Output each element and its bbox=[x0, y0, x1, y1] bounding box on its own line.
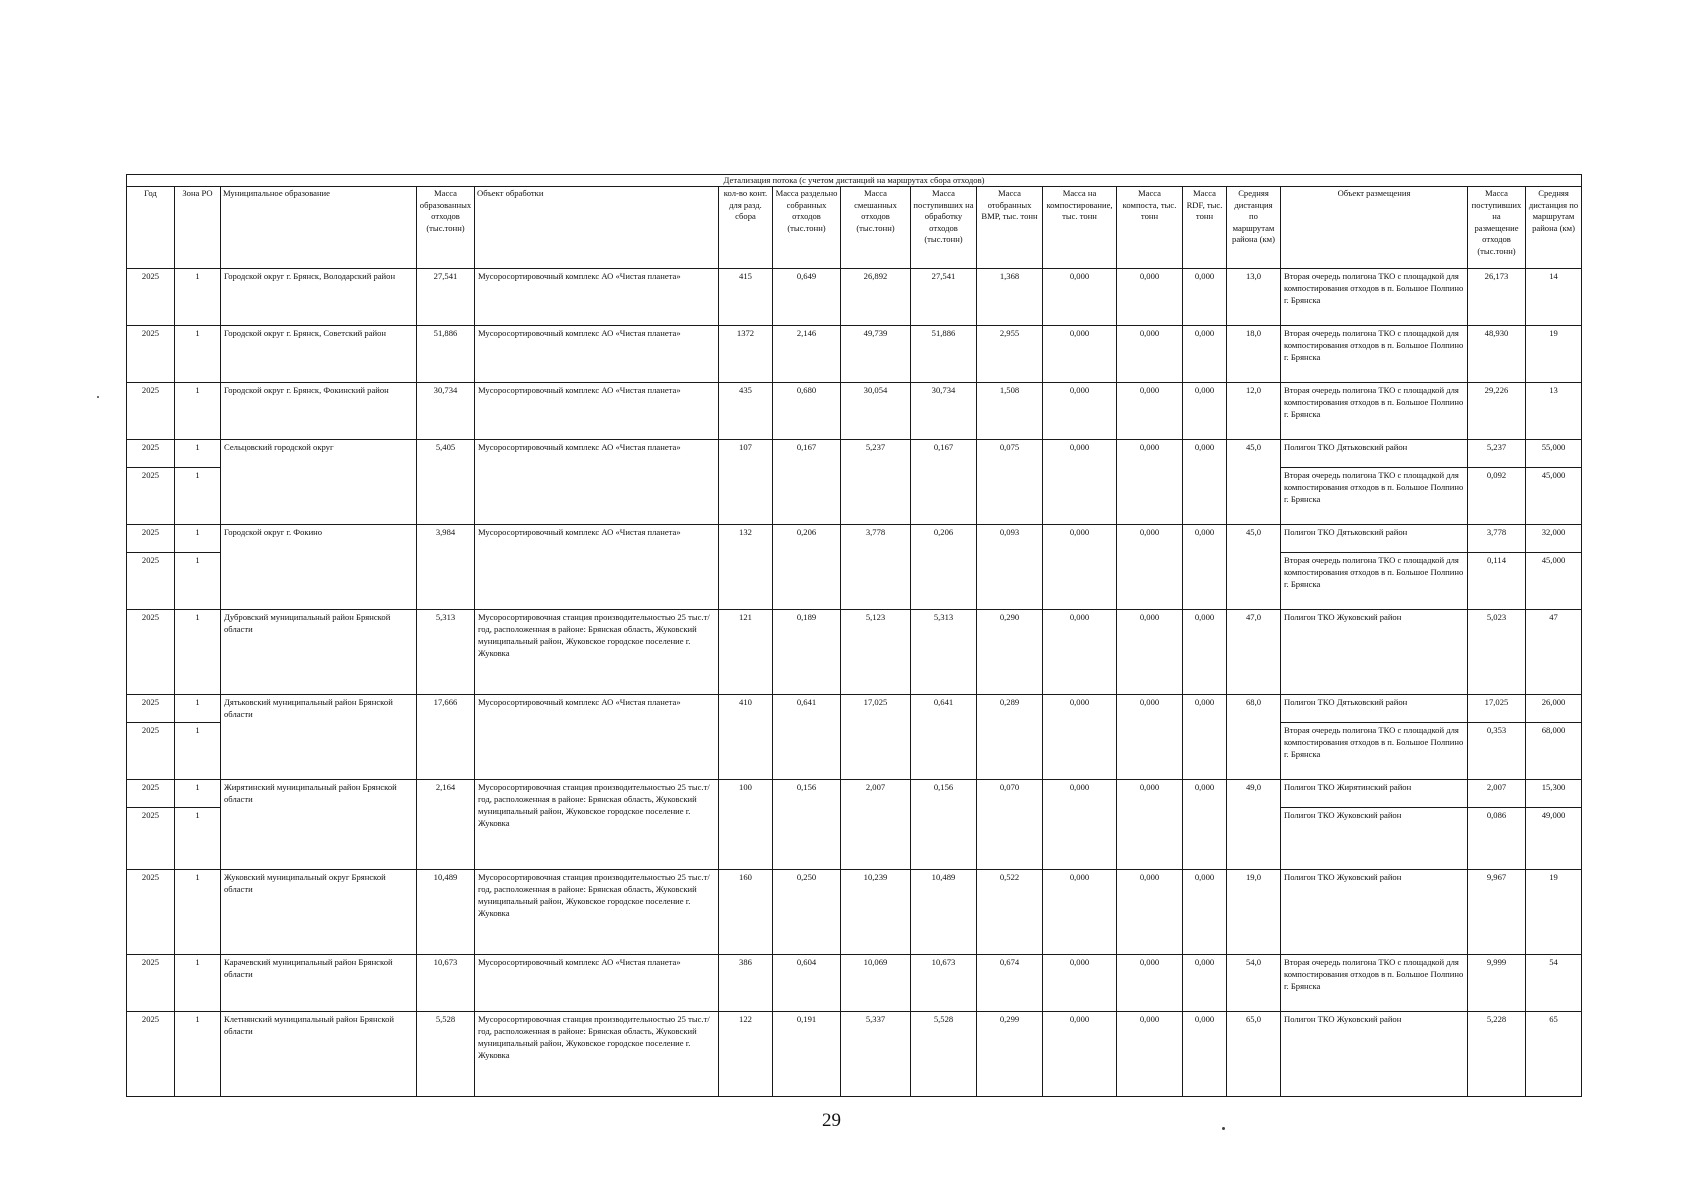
cell-year: 2025 bbox=[127, 269, 175, 326]
cell-placement-object: Вторая очередь полигона ТКО с площадкой для компостирования отходов в п. Большое Полпино г. Брянска bbox=[1281, 383, 1468, 440]
cell-avg-distance: 54,0 bbox=[1227, 955, 1281, 1012]
cell-year: 2025 bbox=[127, 440, 175, 468]
cell-zone: 1 bbox=[175, 955, 221, 1012]
cell-zone: 1 bbox=[175, 326, 221, 383]
waste-flow-table bbox=[126, 174, 1582, 1097]
cell-mass-separate: 0,191 bbox=[773, 1012, 841, 1097]
header-mass-compost: Масса компоста, тыс. тонн bbox=[1117, 187, 1183, 269]
cell-zone: 1 bbox=[175, 269, 221, 326]
cell-mass-vmr: 1,368 bbox=[977, 269, 1043, 326]
cell-avg-distance-placement: 47 bbox=[1526, 610, 1582, 695]
cell-avg-distance-placement: 68,000 bbox=[1526, 723, 1582, 780]
table-row bbox=[127, 870, 1582, 955]
cell-containers: 107 bbox=[719, 440, 773, 525]
cell-mass-placed: 0,086 bbox=[1468, 808, 1526, 870]
cell-mass-vmr: 1,508 bbox=[977, 383, 1043, 440]
cell-year: 2025 bbox=[127, 780, 175, 808]
table-row bbox=[127, 1012, 1582, 1097]
header-mass-separate: Масса раздельно собранных отходов (тыс.тонн) bbox=[773, 187, 841, 269]
cell-mass-mixed: 10,069 bbox=[841, 955, 911, 1012]
cell-avg-distance-placement: 65 bbox=[1526, 1012, 1582, 1097]
cell-processing-object: Мусоросортировочный комплекс АО «Чистая планета» bbox=[475, 695, 719, 780]
cell-mass-generated: 5,313 bbox=[417, 610, 475, 695]
cell-containers: 132 bbox=[719, 525, 773, 610]
cell-municipality: Карачевский муниципальный район Брянской области bbox=[221, 955, 417, 1012]
cell-mass-compost: 0,000 bbox=[1117, 1012, 1183, 1097]
cell-placement-object: Полигон ТКО Дятьковский район bbox=[1281, 695, 1468, 723]
cell-processing-object: Мусоросортировочный комплекс АО «Чистая планета» bbox=[475, 269, 719, 326]
cell-mass-to-compost: 0,000 bbox=[1043, 440, 1117, 525]
cell-mass-rdf: 0,000 bbox=[1183, 780, 1227, 870]
cell-mass-separate: 0,156 bbox=[773, 780, 841, 870]
cell-placement-object: Вторая очередь полигона ТКО с площадкой для компостирования отходов в п. Большое Полпино г. Брянска bbox=[1281, 723, 1468, 780]
cell-mass-to-compost: 0,000 bbox=[1043, 955, 1117, 1012]
cell-zone: 1 bbox=[175, 468, 221, 525]
cell-mass-compost: 0,000 bbox=[1117, 870, 1183, 955]
cell-mass-generated: 17,666 bbox=[417, 695, 475, 780]
cell-mass-processed: 0,167 bbox=[911, 440, 977, 525]
cell-zone: 1 bbox=[175, 383, 221, 440]
cell-zone: 1 bbox=[175, 870, 221, 955]
cell-mass-generated: 10,673 bbox=[417, 955, 475, 1012]
cell-mass-compost: 0,000 bbox=[1117, 383, 1183, 440]
cell-year: 2025 bbox=[127, 723, 175, 780]
cell-avg-distance: 65,0 bbox=[1227, 1012, 1281, 1097]
cell-mass-rdf: 0,000 bbox=[1183, 383, 1227, 440]
cell-mass-to-compost: 0,000 bbox=[1043, 269, 1117, 326]
cell-mass-to-compost: 0,000 bbox=[1043, 525, 1117, 610]
cell-processing-object: Мусоросортировочная станция производительностью 25 тыс.т/год, расположенная в районе: Брянская область, Жуковский муниципальный район, Жуковское городское поселение г. Жуковка bbox=[475, 610, 719, 695]
cell-avg-distance-placement: 49,000 bbox=[1526, 808, 1582, 870]
cell-avg-distance-placement: 26,000 bbox=[1526, 695, 1582, 723]
cell-placement-object: Вторая очередь полигона ТКО с площадкой для компостирования отходов в п. Большое Полпино г. Брянска bbox=[1281, 553, 1468, 610]
cell-containers: 100 bbox=[719, 780, 773, 870]
cell-mass-rdf: 0,000 bbox=[1183, 525, 1227, 610]
cell-mass-to-compost: 0,000 bbox=[1043, 610, 1117, 695]
table-title: Детализация потока (с учетом дистанций на маршрутах сбора отходов) bbox=[127, 175, 1582, 187]
cell-avg-distance-placement: 13 bbox=[1526, 383, 1582, 440]
cell-year: 2025 bbox=[127, 383, 175, 440]
cell-mass-vmr: 0,093 bbox=[977, 525, 1043, 610]
cell-mass-placed: 5,023 bbox=[1468, 610, 1526, 695]
cell-municipality: Городской округ г. Брянск, Фокинский район bbox=[221, 383, 417, 440]
cell-mass-vmr: 0,522 bbox=[977, 870, 1043, 955]
cell-mass-processed: 5,313 bbox=[911, 610, 977, 695]
cell-containers: 121 bbox=[719, 610, 773, 695]
cell-mass-processed: 0,156 bbox=[911, 780, 977, 870]
cell-year: 2025 bbox=[127, 695, 175, 723]
cell-mass-processed: 5,528 bbox=[911, 1012, 977, 1097]
cell-placement-object: Вторая очередь полигона ТКО с площадкой для компостирования отходов в п. Большое Полпино г. Брянска bbox=[1281, 955, 1468, 1012]
cell-avg-distance: 45,0 bbox=[1227, 440, 1281, 525]
cell-processing-object: Мусоросортировочная станция производительностью 25 тыс.т/год, расположенная в районе: Брянская область, Жуковский муниципальный район, Жуковское городское поселение г. Жуковка bbox=[475, 870, 719, 955]
cell-mass-generated: 3,984 bbox=[417, 525, 475, 610]
cell-mass-placed: 0,092 bbox=[1468, 468, 1526, 525]
cell-mass-vmr: 0,674 bbox=[977, 955, 1043, 1012]
cell-mass-processed: 10,673 bbox=[911, 955, 977, 1012]
cell-mass-placed: 48,930 bbox=[1468, 326, 1526, 383]
cell-mass-processed: 51,886 bbox=[911, 326, 977, 383]
cell-avg-distance: 45,0 bbox=[1227, 525, 1281, 610]
cell-mass-placed: 29,226 bbox=[1468, 383, 1526, 440]
cell-municipality: Дубровский муниципальный район Брянской области bbox=[221, 610, 417, 695]
scan-speck bbox=[1222, 1127, 1225, 1130]
cell-mass-mixed: 2,007 bbox=[841, 780, 911, 870]
cell-containers: 160 bbox=[719, 870, 773, 955]
cell-mass-generated: 51,886 bbox=[417, 326, 475, 383]
header-processing-object: Объект обработки bbox=[475, 187, 719, 269]
cell-municipality: Сельцовский городской округ bbox=[221, 440, 417, 525]
cell-zone: 1 bbox=[175, 695, 221, 723]
header-mass-processed: Масса поступивших на обработку отходов (тыс.тонн) bbox=[911, 187, 977, 269]
cell-mass-to-compost: 0,000 bbox=[1043, 870, 1117, 955]
cell-mass-to-compost: 0,000 bbox=[1043, 383, 1117, 440]
cell-mass-rdf: 0,000 bbox=[1183, 955, 1227, 1012]
cell-placement-object: Полигон ТКО Дятьковский район bbox=[1281, 440, 1468, 468]
table-row bbox=[127, 525, 1582, 553]
cell-mass-rdf: 0,000 bbox=[1183, 269, 1227, 326]
cell-zone: 1 bbox=[175, 808, 221, 870]
cell-mass-mixed: 5,237 bbox=[841, 440, 911, 525]
cell-mass-mixed: 10,239 bbox=[841, 870, 911, 955]
cell-year: 2025 bbox=[127, 808, 175, 870]
cell-mass-processed: 0,641 bbox=[911, 695, 977, 780]
cell-avg-distance-placement: 45,000 bbox=[1526, 468, 1582, 525]
cell-avg-distance-placement: 55,000 bbox=[1526, 440, 1582, 468]
cell-mass-separate: 0,641 bbox=[773, 695, 841, 780]
cell-mass-vmr: 2,955 bbox=[977, 326, 1043, 383]
header-avg-distance: Средняя дистанция по маршрутам района (км) bbox=[1227, 187, 1281, 269]
cell-mass-separate: 0,680 bbox=[773, 383, 841, 440]
cell-mass-separate: 2,146 bbox=[773, 326, 841, 383]
cell-containers: 435 bbox=[719, 383, 773, 440]
cell-zone: 1 bbox=[175, 780, 221, 808]
cell-mass-generated: 5,528 bbox=[417, 1012, 475, 1097]
header-row bbox=[127, 187, 1582, 269]
header-mass-rdf: Масса RDF, тыс. тонн bbox=[1183, 187, 1227, 269]
cell-avg-distance: 12,0 bbox=[1227, 383, 1281, 440]
header-mass-vmr: Масса отобранных ВМР, тыс. тонн bbox=[977, 187, 1043, 269]
header-placement-object: Объект размещения bbox=[1281, 187, 1468, 269]
table-row bbox=[127, 383, 1582, 440]
header-mass-to-compost: Масса на компостирование, тыс. тонн bbox=[1043, 187, 1117, 269]
cell-avg-distance: 47,0 bbox=[1227, 610, 1281, 695]
table-row bbox=[127, 955, 1582, 1012]
cell-year: 2025 bbox=[127, 468, 175, 525]
cell-mass-vmr: 0,299 bbox=[977, 1012, 1043, 1097]
cell-mass-separate: 0,167 bbox=[773, 440, 841, 525]
cell-mass-mixed: 5,337 bbox=[841, 1012, 911, 1097]
cell-municipality: Клетнянский муниципальный район Брянской области bbox=[221, 1012, 417, 1097]
cell-mass-separate: 0,604 bbox=[773, 955, 841, 1012]
cell-containers: 415 bbox=[719, 269, 773, 326]
cell-processing-object: Мусоросортировочный комплекс АО «Чистая планета» bbox=[475, 955, 719, 1012]
cell-zone: 1 bbox=[175, 610, 221, 695]
cell-placement-object: Полигон ТКО Жуковский район bbox=[1281, 610, 1468, 695]
cell-mass-generated: 5,405 bbox=[417, 440, 475, 525]
cell-year: 2025 bbox=[127, 1012, 175, 1097]
cell-avg-distance: 19,0 bbox=[1227, 870, 1281, 955]
cell-zone: 1 bbox=[175, 1012, 221, 1097]
table-row bbox=[127, 695, 1582, 723]
table-row bbox=[127, 326, 1582, 383]
cell-placement-object: Полигон ТКО Жуковский район bbox=[1281, 870, 1468, 955]
cell-mass-compost: 0,000 bbox=[1117, 780, 1183, 870]
cell-mass-rdf: 0,000 bbox=[1183, 1012, 1227, 1097]
cell-municipality: Жуковский муниципальный округ Брянской области bbox=[221, 870, 417, 955]
cell-placement-object: Вторая очередь полигона ТКО с площадкой для компостирования отходов в п. Большое Полпино г. Брянска bbox=[1281, 468, 1468, 525]
cell-zone: 1 bbox=[175, 525, 221, 553]
cell-mass-compost: 0,000 bbox=[1117, 610, 1183, 695]
cell-avg-distance: 68,0 bbox=[1227, 695, 1281, 780]
cell-municipality: Городской округ г. Брянск, Советский район bbox=[221, 326, 417, 383]
cell-mass-separate: 0,649 bbox=[773, 269, 841, 326]
cell-mass-processed: 0,206 bbox=[911, 525, 977, 610]
cell-mass-mixed: 30,054 bbox=[841, 383, 911, 440]
cell-placement-object: Полигон ТКО Жуковский район bbox=[1281, 808, 1468, 870]
table-row bbox=[127, 780, 1582, 808]
scan-speck bbox=[97, 396, 99, 398]
cell-mass-placed: 17,025 bbox=[1468, 695, 1526, 723]
waste-flow-table-container bbox=[126, 174, 1579, 1097]
cell-municipality: Жирятинский муниципальный район Брянской области bbox=[221, 780, 417, 870]
cell-mass-placed: 3,778 bbox=[1468, 525, 1526, 553]
cell-mass-placed: 2,007 bbox=[1468, 780, 1526, 808]
cell-mass-rdf: 0,000 bbox=[1183, 870, 1227, 955]
cell-mass-placed: 9,999 bbox=[1468, 955, 1526, 1012]
cell-mass-placed: 0,353 bbox=[1468, 723, 1526, 780]
cell-mass-to-compost: 0,000 bbox=[1043, 780, 1117, 870]
cell-mass-placed: 26,173 bbox=[1468, 269, 1526, 326]
cell-mass-separate: 0,250 bbox=[773, 870, 841, 955]
table-row bbox=[127, 440, 1582, 468]
table-row bbox=[127, 610, 1582, 695]
cell-avg-distance-placement: 19 bbox=[1526, 326, 1582, 383]
cell-zone: 1 bbox=[175, 553, 221, 610]
cell-mass-mixed: 3,778 bbox=[841, 525, 911, 610]
cell-year: 2025 bbox=[127, 525, 175, 553]
header-mass-generated: Масса образованных отходов (тыс.тонн) bbox=[417, 187, 475, 269]
cell-avg-distance: 13,0 bbox=[1227, 269, 1281, 326]
cell-mass-vmr: 0,075 bbox=[977, 440, 1043, 525]
cell-year: 2025 bbox=[127, 955, 175, 1012]
cell-mass-vmr: 0,290 bbox=[977, 610, 1043, 695]
cell-avg-distance-placement: 32,000 bbox=[1526, 525, 1582, 553]
cell-mass-placed: 5,237 bbox=[1468, 440, 1526, 468]
cell-mass-compost: 0,000 bbox=[1117, 326, 1183, 383]
cell-mass-generated: 2,164 bbox=[417, 780, 475, 870]
cell-placement-object: Вторая очередь полигона ТКО с площадкой для компостирования отходов в п. Большое Полпино г. Брянска bbox=[1281, 326, 1468, 383]
cell-mass-compost: 0,000 bbox=[1117, 955, 1183, 1012]
header-year: Год bbox=[127, 187, 175, 269]
cell-avg-distance-placement: 14 bbox=[1526, 269, 1582, 326]
cell-mass-mixed: 49,739 bbox=[841, 326, 911, 383]
cell-zone: 1 bbox=[175, 440, 221, 468]
cell-municipality: Городской округ г. Брянск, Володарский район bbox=[221, 269, 417, 326]
cell-placement-object: Полигон ТКО Дятьковский район bbox=[1281, 525, 1468, 553]
cell-processing-object: Мусоросортировочная станция производительностью 25 тыс.т/год, расположенная в районе: Брянская область, Жуковский муниципальный район, Жуковское городское поселение г. Жуковка bbox=[475, 1012, 719, 1097]
cell-mass-placed: 0,114 bbox=[1468, 553, 1526, 610]
cell-mass-generated: 27,541 bbox=[417, 269, 475, 326]
cell-year: 2025 bbox=[127, 610, 175, 695]
cell-mass-mixed: 17,025 bbox=[841, 695, 911, 780]
table-row bbox=[127, 269, 1582, 326]
cell-mass-vmr: 0,070 bbox=[977, 780, 1043, 870]
cell-placement-object: Полигон ТКО Жирятинский район bbox=[1281, 780, 1468, 808]
cell-containers: 1372 bbox=[719, 326, 773, 383]
header-mass-mixed: Масса смешанных отходов (тыс.тонн) bbox=[841, 187, 911, 269]
cell-avg-distance-placement: 15,300 bbox=[1526, 780, 1582, 808]
cell-avg-distance: 18,0 bbox=[1227, 326, 1281, 383]
cell-year: 2025 bbox=[127, 553, 175, 610]
cell-processing-object: Мусоросортировочный комплекс АО «Чистая планета» bbox=[475, 383, 719, 440]
cell-containers: 410 bbox=[719, 695, 773, 780]
cell-containers: 122 bbox=[719, 1012, 773, 1097]
cell-mass-separate: 0,206 bbox=[773, 525, 841, 610]
cell-processing-object: Мусоросортировочный комплекс АО «Чистая планета» bbox=[475, 440, 719, 525]
page-number: 29 bbox=[822, 1110, 841, 1131]
cell-mass-rdf: 0,000 bbox=[1183, 440, 1227, 525]
cell-processing-object: Мусоросортировочная станция производительностью 25 тыс.т/год, расположенная в районе: Брянская область, Жуковский муниципальный район, Жуковское городское поселение г. Жуковка bbox=[475, 780, 719, 870]
cell-processing-object: Мусоросортировочный комплекс АО «Чистая планета» bbox=[475, 525, 719, 610]
header-municipality: Муниципальное образование bbox=[221, 187, 417, 269]
cell-mass-separate: 0,189 bbox=[773, 610, 841, 695]
cell-mass-mixed: 5,123 bbox=[841, 610, 911, 695]
cell-year: 2025 bbox=[127, 870, 175, 955]
header-zone: Зона РО bbox=[175, 187, 221, 269]
header-containers: кол-во конт. для разд. сбора bbox=[719, 187, 773, 269]
cell-mass-processed: 27,541 bbox=[911, 269, 977, 326]
cell-processing-object: Мусоросортировочный комплекс АО «Чистая планета» bbox=[475, 326, 719, 383]
cell-municipality: Дятьковский муниципальный район Брянской области bbox=[221, 695, 417, 780]
header-avg-distance-placement: Средняя дистанция по маршрутам района (км) bbox=[1526, 187, 1582, 269]
cell-mass-mixed: 26,892 bbox=[841, 269, 911, 326]
cell-zone: 1 bbox=[175, 723, 221, 780]
cell-mass-compost: 0,000 bbox=[1117, 695, 1183, 780]
cell-containers: 386 bbox=[719, 955, 773, 1012]
cell-mass-rdf: 0,000 bbox=[1183, 610, 1227, 695]
cell-year: 2025 bbox=[127, 326, 175, 383]
cell-placement-object: Полигон ТКО Жуковский район bbox=[1281, 1012, 1468, 1097]
cell-mass-processed: 30,734 bbox=[911, 383, 977, 440]
cell-mass-compost: 0,000 bbox=[1117, 525, 1183, 610]
cell-mass-compost: 0,000 bbox=[1117, 440, 1183, 525]
cell-municipality: Городской округ г. Фокино bbox=[221, 525, 417, 610]
cell-mass-to-compost: 0,000 bbox=[1043, 1012, 1117, 1097]
cell-mass-generated: 30,734 bbox=[417, 383, 475, 440]
cell-mass-to-compost: 0,000 bbox=[1043, 695, 1117, 780]
cell-mass-processed: 10,489 bbox=[911, 870, 977, 955]
cell-mass-compost: 0,000 bbox=[1117, 269, 1183, 326]
header-mass-placed: Масса поступивших на размещение отходов (тыс.тонн) bbox=[1468, 187, 1526, 269]
cell-avg-distance-placement: 19 bbox=[1526, 870, 1582, 955]
cell-mass-generated: 10,489 bbox=[417, 870, 475, 955]
cell-placement-object: Вторая очередь полигона ТКО с площадкой для компостирования отходов в п. Большое Полпино г. Брянска bbox=[1281, 269, 1468, 326]
cell-mass-to-compost: 0,000 bbox=[1043, 326, 1117, 383]
cell-mass-rdf: 0,000 bbox=[1183, 326, 1227, 383]
cell-avg-distance-placement: 54 bbox=[1526, 955, 1582, 1012]
cell-mass-rdf: 0,000 bbox=[1183, 695, 1227, 780]
cell-mass-vmr: 0,289 bbox=[977, 695, 1043, 780]
cell-mass-placed: 9,967 bbox=[1468, 870, 1526, 955]
cell-mass-placed: 5,228 bbox=[1468, 1012, 1526, 1097]
cell-avg-distance: 49,0 bbox=[1227, 780, 1281, 870]
cell-avg-distance-placement: 45,000 bbox=[1526, 553, 1582, 610]
